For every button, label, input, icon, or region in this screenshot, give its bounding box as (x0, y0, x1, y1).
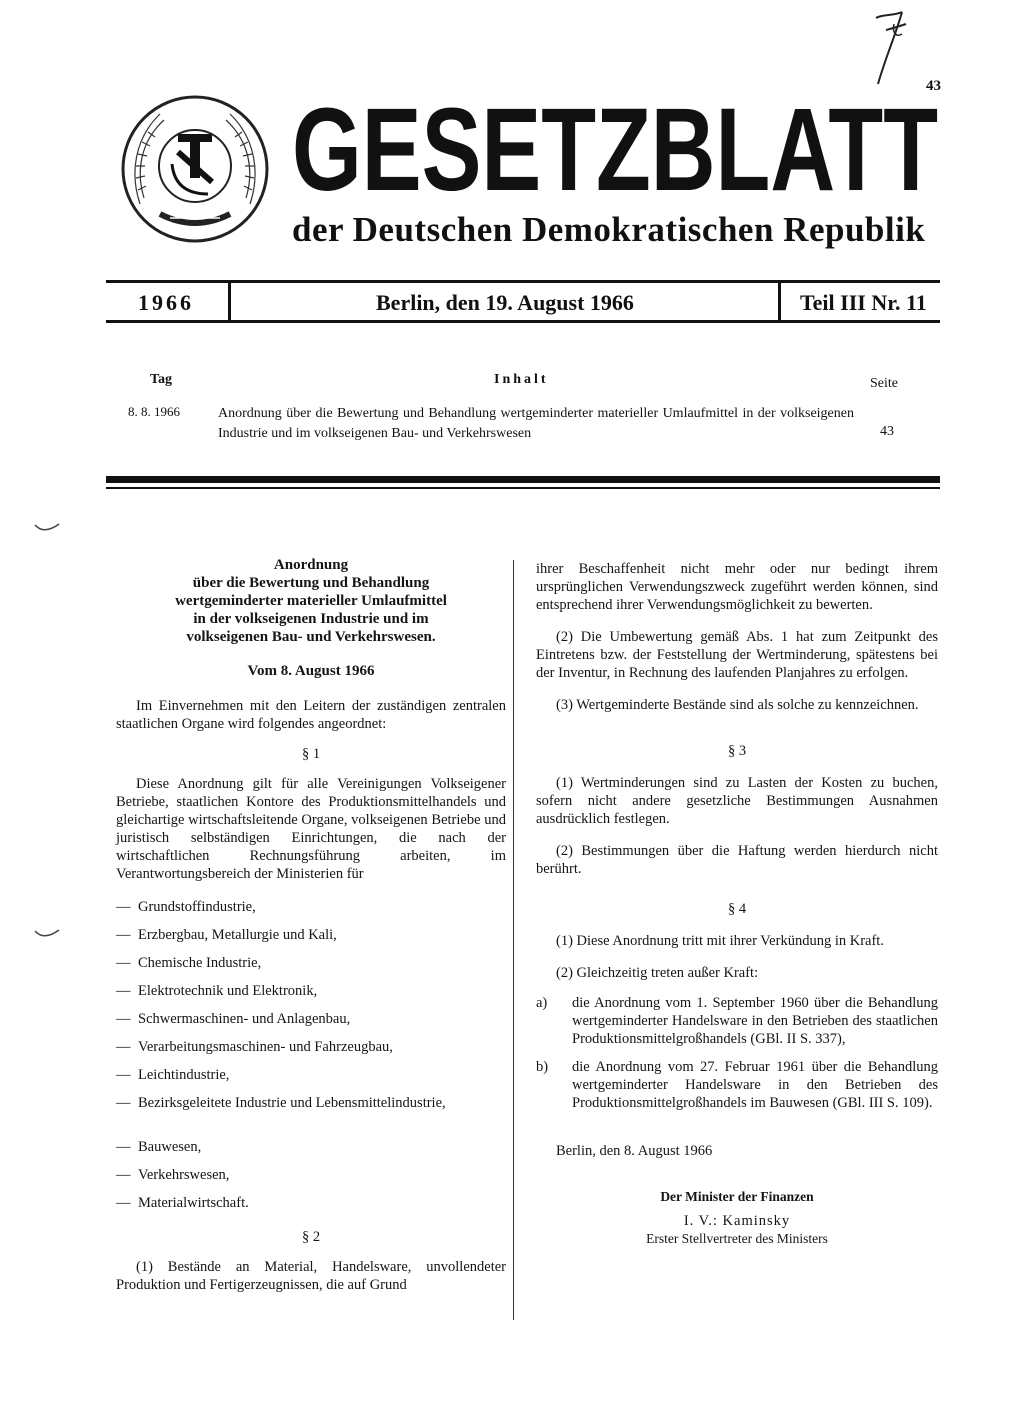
list-item (116, 898, 506, 926)
ministry-name: Grundstoffindustrie, (138, 899, 256, 915)
ministry-name: Bauwesen, (138, 1139, 202, 1155)
section-2-heading: § 2 (301, 1229, 321, 1245)
toc-entry-title: Anordnung über die Bewertung und Behandlung wertgeminderter materieller Umlaufmittel in der volkseigenen Industrie und im volkseigenen Bau- und Verkehrswesen (218, 406, 854, 441)
list-item (116, 954, 506, 982)
ministry-name: Schwermaschinen- und Anlagenbau, (138, 1011, 351, 1027)
ministry-name: Verarbeitungsmaschinen- und Fahrzeugbau, (138, 1039, 393, 1055)
item-text: die Anordnung vom 1. September 1960 über die Behandlung wertgeminderter Handelsware in den Betrieben des staatlichen Produktionsmittelgroßhandels (GBl. II S. 337), (572, 995, 938, 1047)
section-2-para-3: (3) Wertgeminderte Bestände sind als solche zu kennzeichnen. (556, 697, 919, 713)
handwritten-mark-icon (868, 8, 918, 88)
section-4-heading: § 4 (727, 901, 747, 917)
ministry-name: Bezirksgeleitete Industrie und Lebensmittelindustrie, (138, 1095, 446, 1111)
ministry-name: Leichtindustrie, (138, 1067, 230, 1083)
issue-year: 1966 (138, 290, 194, 315)
issue-place-date: Berlin, den 19. August 1966 (376, 290, 634, 315)
masthead-subtitle: der Deutschen Demokratischen Republik (292, 210, 926, 249)
article-preamble: Im Einvernehmen mit den Leitern der zuständigen zentralen staatlichen Organe wird folgendes angeordnet: (116, 698, 506, 732)
dash: — (116, 1095, 131, 1111)
section-2-para-2: (2) Die Umbewertung gemäß Abs. 1 hat zum Zeitpunkt des Eintretens bzw. der Feststellung der Wertminderung, spätestens bei der Inventur, in Rechnung des laufenden Planjahres zu erfolgen. (536, 629, 938, 681)
section-rule-thin (106, 487, 940, 489)
article-left-column (116, 556, 506, 1294)
article-title-line: volkseigenen Bau- und Verkehrswesen. (186, 629, 436, 645)
list-item (116, 1194, 506, 1222)
section-3-para-2: (2) Bestimmungen über die Haftung werden hierdurch nicht berührt. (536, 843, 938, 877)
toc-column-page: Seite (870, 376, 898, 391)
article-date: Vom 8. August 1966 (247, 663, 375, 679)
column-divider (513, 560, 514, 1320)
ministry-name: Chemische Industrie, (138, 955, 262, 971)
info-bar-top-rule (106, 280, 940, 283)
section-1-text: Diese Anordnung gilt für alle Vereinigungen Volkseigener Betriebe, staatlichen Kontore des Produktionsmittelhandels und gleichartige wirtschaftsleitende Organe, volkseigenen Betriebe und juristisch selbständigen Einrichtungen, die nach der wirtschaftlichen Rechnungsführung arbeiten, im Verantwortungsbereich der Ministerien für (116, 776, 506, 882)
article-title-line: über die Bewertung und Behandlung (192, 575, 430, 591)
toc-entry-date: 8. 8. 1966 (128, 404, 180, 419)
section-1-heading: § 1 (301, 746, 321, 762)
section-3-heading: § 3 (727, 743, 747, 759)
info-bar-divider (778, 283, 781, 320)
signer-role: Erster Stellvertreter des Ministers (646, 1231, 828, 1246)
margin-tick-icon (34, 928, 60, 942)
toc-column-day: Tag (150, 372, 173, 387)
signer-name: I. V.: Kaminsky (683, 1213, 791, 1229)
item-label: a) (536, 995, 548, 1011)
gdr-emblem-icon (120, 94, 270, 244)
dash: — (116, 899, 131, 915)
article-title-line: wertgeminderter materieller Umlaufmittel (175, 593, 447, 609)
masthead-title-text: GESETZBLATT (292, 94, 938, 204)
signer-title: Der Minister der Finanzen (660, 1189, 814, 1204)
article-title-line: in der volkseigenen Industrie und im (193, 611, 429, 627)
list-item (116, 1138, 506, 1166)
margin-tick-icon (34, 522, 60, 536)
ministry-name: Materialwirtschaft. (138, 1195, 249, 1211)
toc-entry-page: 43 (880, 424, 894, 439)
section-rule-thick (106, 476, 940, 483)
page-number: 43 (926, 78, 941, 94)
closing-place-date: Berlin, den 8. August 1966 (556, 1143, 713, 1159)
ministries-list (116, 898, 506, 1222)
list-item (116, 1166, 506, 1194)
issue-part-number: Teil III Nr. 11 (800, 290, 927, 315)
ministry-name: Erzbergbau, Metallurgie und Kali, (138, 927, 337, 943)
section-3-para-1: (1) Wertminderungen sind zu Lasten der Kosten zu buchen, sofern nicht andere gesetzliche Bestimmungen Ausnahmen ausdrücklich festlegen. (536, 775, 938, 827)
item-text: die Anordnung vom 27. Februar 1961 über die Behandlung wertgeminderter Handelsware in den Betrieben des Produktionsmittelgroßhandels im Bauwesen (GBl. III S. 109). (572, 1059, 938, 1111)
list-item (116, 926, 506, 954)
dash: — (116, 955, 131, 971)
info-bar-divider (228, 283, 231, 320)
dash: — (116, 1195, 131, 1211)
info-bar-bottom-rule (106, 320, 940, 323)
ministry-name: Verkehrswesen, (138, 1167, 230, 1183)
section-2-para-1-continued: ihrer Beschaffenheit nicht mehr oder nur bedingt ihrem ursprünglichen Verwendungszweck zugeführt werden können, sind entsprechend ihrer Verwendungsmöglichkeit zu bewerten. (536, 561, 938, 613)
article-title (116, 556, 506, 646)
dash: — (116, 927, 131, 943)
article-right-column (536, 560, 938, 1248)
list-item (116, 1038, 506, 1066)
dash: — (116, 983, 131, 999)
toc-column-contents: Inhalt (494, 372, 549, 387)
section-2-para-1-start: (1) Bestände an Material, Handelsware, unvollendeter Produktion und Fertigerzeugnissen, die auf Grund (116, 1259, 506, 1293)
section-4-para-1: (1) Diese Anordnung tritt mit ihrer Verkündung in Kraft. (556, 933, 884, 949)
section-4-para-2: (2) Gleichzeitig treten außer Kraft: (556, 965, 759, 981)
dash: — (116, 1139, 131, 1155)
dash: — (116, 1067, 131, 1083)
list-item (116, 1010, 506, 1038)
list-item (116, 982, 506, 1010)
dash: — (116, 1039, 131, 1055)
ministry-name: Elektrotechnik und Elektronik, (138, 983, 318, 999)
list-item (536, 994, 938, 1048)
list-item (116, 1094, 506, 1138)
item-label: b) (536, 1059, 549, 1075)
article-title-line: Anordnung (273, 557, 349, 573)
list-item (536, 1058, 938, 1112)
list-item (116, 1066, 506, 1094)
dash: — (116, 1011, 131, 1027)
masthead-title (290, 94, 940, 204)
dash: — (116, 1167, 131, 1183)
